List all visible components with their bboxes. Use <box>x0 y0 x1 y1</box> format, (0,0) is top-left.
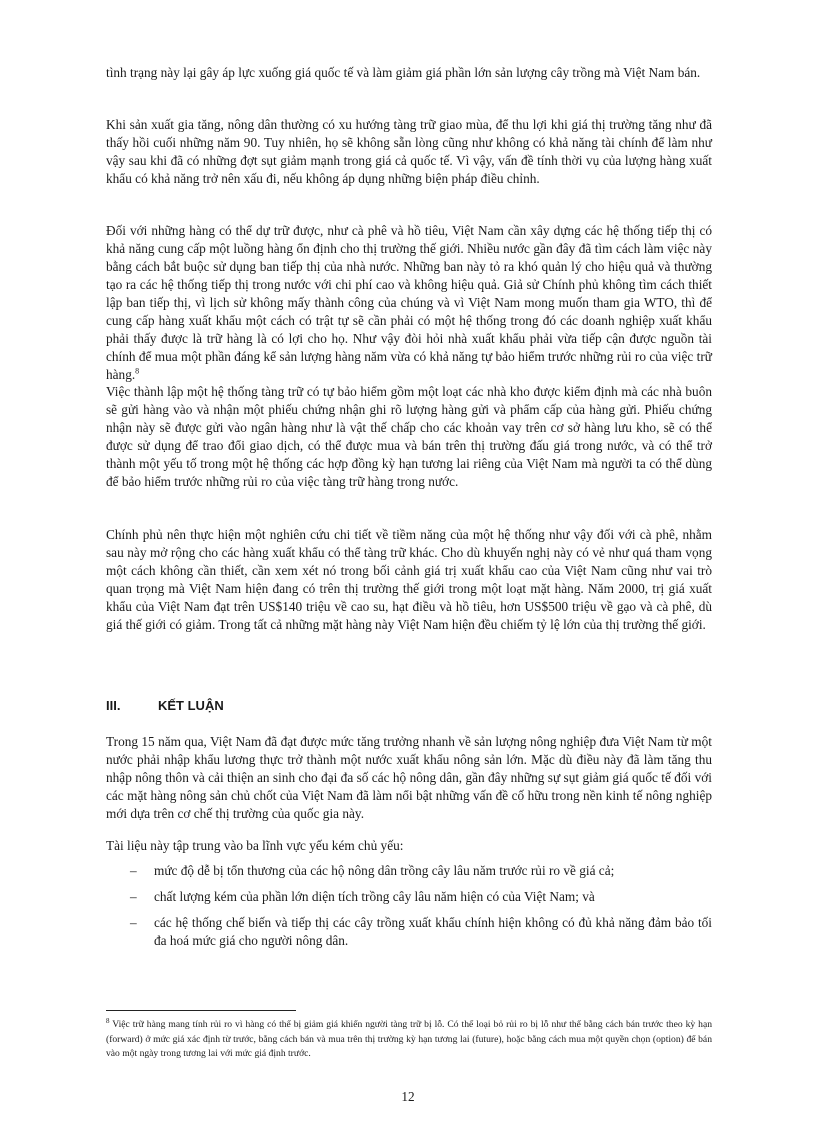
paragraph-conclusion: Trong 15 năm qua, Việt Nam đã đạt được mức tăng trưởng nhanh về sản lượng nông nghiệp đưa Việt Nam từ một nước phải nhập khẩu lương thực trở thành một nước xuất khẩu nông sản lớn. Mặc dù điều này đã làm tăng thu nhập nông thôn và cải thiện an sinh cho đại đa số các hộ nông dân, gần đây những sự sụt giảm giá quốc tế đối với các mặt hàng nông sản chủ chốt của Việt Nam đã làm nổi bật những vấn đề cố hữu trong nền kinh tế nông nghiệp mới dựa trên cơ chế thị trường của quốc gia này. <box>106 734 712 821</box>
paragraph-government-study: Chính phủ nên thực hiện một nghiên cứu chi tiết về tiềm năng của một hệ thống như vậy đối với cà phê, nhằm sau này mở rộng cho các hàng xuất khẩu có thể tàng trữ khác. Cho dù khuyến nghị này có vẻ như quá tham vọng một cách không cần thiết, cần xem xét nó trong bối cảnh giá trị xuất khẩu cao của Việt Nam cũng như vai trò quan trọng mà Việt Nam hiện đang có trên thị trường thế giới trong một loạt mặt hàng. Năm 2000, trị giá xuất khẩu của Việt Nam đạt trên US$140 triệu về cao su, hạt điều và hồ tiêu, hơn US$500 triệu về gạo và cà phê, dù giá thế giới có giảm. Trong tất cả những mặt hàng này Việt Nam hiện đều chiếm tỷ lệ lớn của thị trường thế giới. <box>106 527 712 632</box>
page-number: 12 <box>401 1089 415 1104</box>
paragraph-warehouse-receipts: Việc thành lập một hệ thống tàng trữ có tự bảo hiểm gồm một loạt các nhà kho được kiểm định mà các nhà buôn sẽ gửi hàng vào và nhận một phiếu chứng nhận ghi rõ lượng hàng gửi và phẩm cấp của hàng gửi. Phiếu chứng nhận này sẽ được gửi vào ngân hàng như là vật thế chấp cho các khoản vay trên cơ sở hàng lưu kho, sẽ có thể được sử dụng để trao đổi giao dịch, có thể được mua và bán trên thị trường đấu giá trong nước, và có thể trở thành một yếu tố trong một hệ thống các hợp đồng kỳ hạn tương lai riêng của Việt Nam mà người ta có thể dùng để bảo hiểm trước những rủi ro của việc tàng trữ hàng trong nước. <box>106 384 712 489</box>
paragraph-continuation: tình trạng này lại gây áp lực xuống giá quốc tế và làm giảm giá phần lớn sản lượng cây trồng mà Việt Nam bán. <box>106 65 701 80</box>
list-item-text: chất lượng kém của phần lớn diện tích trồng cây lâu năm hiện có của Việt Nam; và <box>154 889 595 904</box>
footnote-text: Việc trữ hàng mang tính rủi ro vì hàng có thể bị giảm giá khiến người tàng trữ bị lỗ. Có thể loại bỏ rủi ro bị lỗ như thế bằng cách bán trước theo kỳ hạn (forward) ở mức giá xác định từ trước, bằng cách bán và mua trên thị trường kỳ hạn tương lai (future), hoặc bằng cách mua một quyền chọn (option) để bán vào một ngày trong tương lai với mức giá định trước. <box>106 1019 712 1059</box>
footnote-marker: 8 <box>106 1016 110 1025</box>
section-number: III. <box>106 698 121 713</box>
paragraph-seasonal-storage: Khi sản xuất gia tăng, nông dân thường có xu hướng tàng trữ giao mùa, để thu lợi khi giá thị trường tăng như đã thấy hồi cuối những năm 90. Tuy nhiên, họ sẽ không sẵn lòng cũng như không có khả năng tài chính để làm như vậy sau khi đã có những đợt sụt giảm mạnh trong giá cả quốc tế. Vì vậy, vấn đề tính thời vụ của lượng hàng xuất khẩu có khả năng trở nên xấu đi, nếu không áp dụng những biện pháp điều chỉnh. <box>106 117 712 186</box>
footnote-reference[interactable]: 8 <box>135 366 140 376</box>
footnote-divider <box>106 1010 296 1011</box>
list-item-text: mức độ dễ bị tổn thương của các hộ nông dân trồng cây lâu năm trước rủi ro về giá cả; <box>154 863 615 878</box>
list-item-text: các hệ thống chế biến và tiếp thị các cây trồng xuất khẩu chính hiện không có đủ khả năng đảm bảo tối đa hoá mức giá cho người nông dân. <box>154 915 712 948</box>
footnote <box>106 1018 712 1062</box>
section-title: KẾT LUẬN <box>158 698 224 713</box>
bullet-dash: – <box>130 915 137 930</box>
bullet-dash: – <box>130 863 137 878</box>
list-item <box>130 888 712 906</box>
list-item <box>130 862 712 880</box>
paragraph-marketing-systems: Đối với những hàng có thể dự trữ được, như cà phê và hồ tiêu, Việt Nam cần xây dựng các hệ thống tiếp thị có khả năng cung cấp một luồng hàng ổn định cho thị trường thế giới. Nhiều nước gần đây đã tìm cách làm việc này bằng cách bắt buộc sử dụng ban tiếp thị của nhà nước. Những ban này tỏ ra khó quản lý cho hiệu quả và thường tạo ra các hệ thống tiếp thị trong nước với chi phí cao và không hiệu quả. Giả sử Chính phủ không tìm cách thiết lập ban tiếp thị, vì lịch sử không mấy thành công của chúng và vì Việt Nam mong muốn tham gia WTO, thì để cung cấp hàng xuất khẩu một cách có trật tự sẽ cần phải có một hệ thống trong đó các doanh nghiệp xuất khẩu phải thấy được là trữ hàng là có lợi cho họ. Như vậy đòi hỏi nhà xuất khẩu phải vừa tiếp cận được nguồn tài chính để mua một phần đáng kể sản lượng hàng năm vừa có khả năng tự bảo hiểm trước những rủi ro của việc trữ hàng.$^8$ <box>106 223 712 382</box>
bullet-dash: – <box>130 889 137 904</box>
paragraph-focus-areas: Tài liệu này tập trung vào ba lĩnh vực yếu kém chủ yếu: <box>106 838 404 853</box>
list-item <box>130 914 712 950</box>
section-heading <box>106 697 712 717</box>
